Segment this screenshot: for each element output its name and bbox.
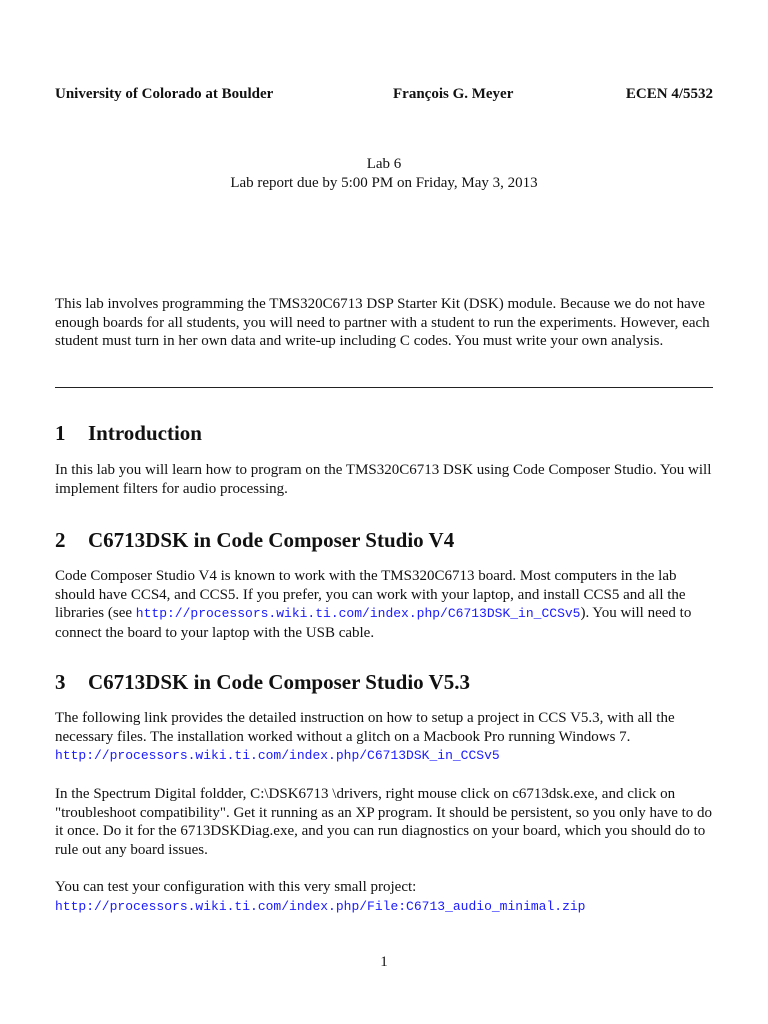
section-number: 3: [55, 670, 66, 694]
ccsv5-setup-link[interactable]: http://processors.wiki.ti.com/index.php/C6713DSK_in_CCSv5: [55, 748, 500, 763]
intro-paragraph: This lab involves programming the TMS320C6713 DSP Starter Kit (DSK) module. Because we do not have enough boards for all students, you will need to partner with a student to run the experiments. However, each student must turn in her own data and write-up including C codes. You must write your own analysis.: [55, 296, 710, 349]
header-course: ECEN 4/5532: [625, 86, 713, 102]
section-title: C6713DSK in Code Composer Studio V4: [88, 528, 455, 552]
section-2-text-after: ). You will need to connect the board to your laptop with the USB cable.: [55, 605, 692, 641]
section-3-paragraph-3: [55, 878, 715, 916]
section-number: 2: [55, 528, 66, 552]
section-1-heading: [55, 421, 202, 446]
header-institution: University of Colorado at Boulder: [55, 86, 274, 102]
section-2-text-before: Code Composer Studio V4 is known to work with the TMS320C6713 board. Most computers in the lab should have CCS4, and CCS5. If you prefer, you can work with your laptop, and install CCS5 and all the libraries (see: [55, 568, 686, 621]
section-3-p3-text: You can test your configuration with this very small project:: [55, 879, 417, 895]
lab-title: Lab 6: [366, 156, 402, 172]
header-author: François G. Meyer: [393, 86, 514, 102]
due-date: Lab report due by 5:00 PM on Friday, May 3, 2013: [230, 175, 538, 191]
horizontal-rule: [55, 387, 713, 388]
ccsv5-wiki-link[interactable]: http://processors.wiki.ti.com/index.php/C6713DSK_in_CCSv5: [135, 606, 581, 621]
section-1-body: In this lab you will learn how to program on the TMS320C6713 DSK using Code Composer Studio. You will implement filters for audio processing.: [55, 462, 712, 497]
section-2-body: [55, 567, 715, 642]
section-title: C6713DSK in Code Composer Studio V5.3: [88, 670, 470, 694]
section-number: 1: [55, 421, 66, 445]
section-3-p1-text: The following link provides the detailed instruction on how to setup a project in CCS V5.3, with all the necessary files. The installation worked without a glitch on a Macbook Pro running Windows 7.: [55, 710, 675, 745]
section-2-heading: [55, 528, 454, 553]
document-page: [55, 0, 713, 1024]
section-3-paragraph-2: In the Spectrum Digital foldder, C:\DSK6713 \drivers, right mouse click on c6713dsk.exe, and click on "troubleshoot compatibility". Get it running as an XP program. It should be persistent, so you only have to do it once. Do it for the 6713DSKDiag.exe, and you can run diagnostics on your board, which you should do to rule out any board issues.: [55, 786, 713, 858]
section-3-heading: [55, 670, 470, 695]
section-3-paragraph-1: [55, 709, 715, 766]
section-title: Introduction: [88, 421, 202, 445]
title-block: [55, 155, 713, 193]
page-header: [55, 86, 713, 106]
page-number: 1: [380, 954, 388, 970]
audio-minimal-zip-link[interactable]: http://processors.wiki.ti.com/index.php/File:C6713_audio_minimal.zip: [55, 898, 586, 914]
